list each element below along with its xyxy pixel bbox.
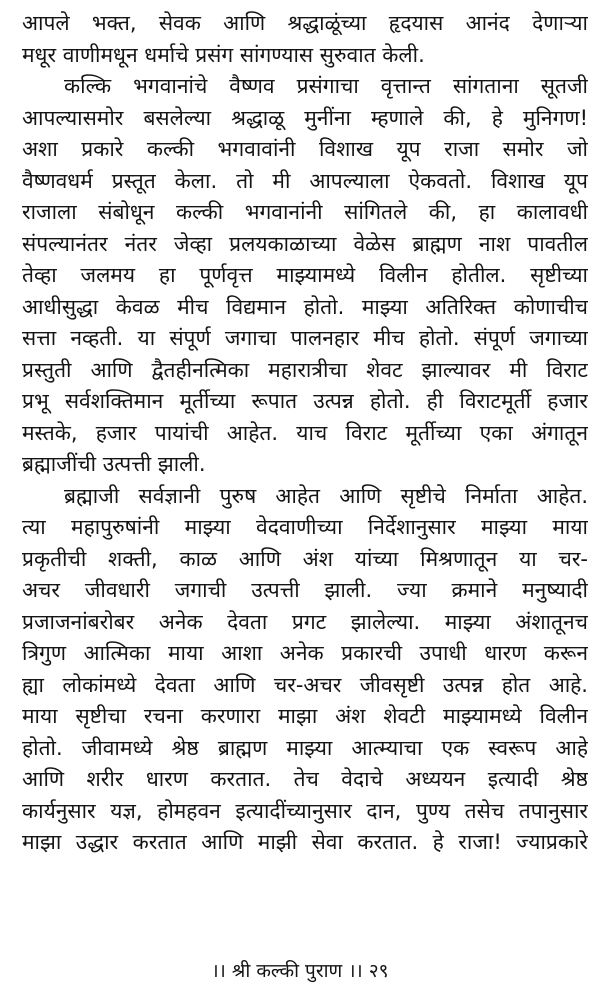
text-line: आपले भक्त, सेवक आणि श्रद्धाळूंच्या हृदयास आनंद देणाऱ्या [22,11,588,35]
text-line: राजाला संबोधून कल्की भगवानांनी सांगितले की, हा कालावधी [22,200,588,224]
body-text [22,8,588,859]
text-line: ब्रह्माजी सर्वज्ञानी पुरुष आहेत आणि सृष्टीचे निर्माता आहेत. [64,483,588,508]
text-line: अचर जीवधारी जगाची उत्पत्ती झाली. ज्या क्रमाने मनुष्यादी [22,578,588,602]
text-line: ह्या लोकांमध्ये देवता आणि चर-अचर जीवसृष्टी उत्पन्न होत आहे. [22,672,588,697]
text-line: प्रभू सर्वशक्तिमान मूर्तीच्या रूपात उत्पन्न होतो. ही विराटमूर्ती हजार [22,389,588,413]
text-line: वैष्णवधर्म प्रस्तूत केला. तो मी आपल्याला ऐकवतो. विशाख यूप [22,168,588,193]
text-line: माया सृष्टीचा रचना करणारा माझा अंश शेवटी माझ्यामध्ये विलीन [22,704,588,728]
text-line: प्रकृतीची शक्ती, काळ आणि अंश यांच्या मिश्रणातून या चर- [22,546,588,571]
text-line: त्रिगुण आत्मिका माया आशा अनेक प्रकारची उपाधी धारण करून [22,641,588,665]
text-line: आणि शरीर धारण करतात. तेच वेदाचे अध्ययन इत्यादी श्रेष्ठ [22,767,588,791]
text-line: होतो. जीवामध्ये श्रेष्ठ ब्राह्मण माझ्या आत्म्याचा एक स्वरूप आहे [22,735,588,760]
text-line: त्या महापुरुषांनी माझ्या वेदवाणीच्या निर्देशानुसार माझ्या माया [22,515,588,539]
text-line: मस्तके, हजार पायांची आहेत. याच विराट मूर्तीच्या एका अंगातून [22,420,588,445]
text-line: ब्रह्माजींची उत्पत्ती झाली. [22,452,206,476]
page-footer: ।। श्री कल्की पुराण ।। २९ [211,960,389,982]
text-line: कल्कि भगवानांचे वैष्णव प्रसंगाचा वृत्तान्त सांगताना सूतजी [64,74,588,98]
text-line: अशा प्रकारे कल्की भगवावांनी विशाख यूप राजा समोर जो [22,137,588,161]
text-line: संपल्यानंतर नंतर जेव्हा प्रलयकाळाच्या वेळेस ब्राह्मण नाश पावतील [22,231,588,256]
text-line: मधूर वाणीमधून धर्माचे प्रसंग सांगण्यास सुरुवात केली. [22,42,425,67]
text-line: कार्यनुसार यज्ञ, होमहवन इत्यादींच्यानुसार दान, पुण्य तसेच तपानुसार [22,798,588,823]
text-line: प्रस्तुती आणि द्वैतहीनत्मिका महारात्रीचा शेवट झाल्यावर मी विराट [22,357,588,382]
text-line: आपल्यासमोर बसलेल्या श्रद्धाळू मुनींना म्हणाले की, हे मुनिगण! [22,105,588,130]
text-line: आधीसुद्धा केवळ मीच विद्यमान होतो. माझ्या अतिरिक्त कोणाचीच [22,294,588,319]
text-line: माझा उद्धार करतात आणि माझी सेवा करतात. हे राजा! ज्याप्रकारे [22,830,588,854]
text-line: तेव्हा जलमय हा पूर्णवृत्त माझ्यामध्ये विलीन होतील. सृष्टीच्या [22,263,588,287]
text-line: सत्ता नव्हती. या संपूर्ण जगाचा पालनहार मीच होतो. संपूर्ण जगाच्या [22,326,588,350]
text-line: प्रजाजनांबरोबर अनेक देवता प्रगट झालेल्या. माझ्या अंशातूनच [22,609,588,634]
